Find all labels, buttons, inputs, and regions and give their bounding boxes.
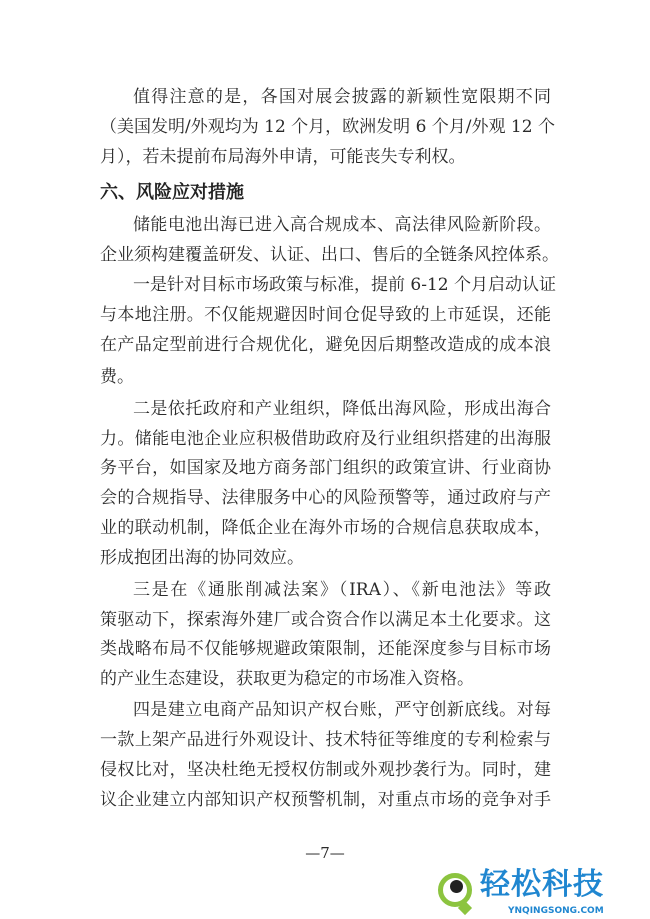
text-line: 在产品定型前进行合规优化，避免因后期整改造成的成本浪 <box>100 335 551 355</box>
logo-name: 轻松科技 <box>480 867 604 902</box>
text-line: 费。 <box>100 367 134 387</box>
text-line: 侵权比对，坚决杜绝无授权仿制或外观抄袭行为。同时，建 <box>100 760 551 780</box>
text-line: 务平台，如国家及地方商务部门组织的政策宣讲、行业商协 <box>100 458 551 478</box>
text-line: 四是建立电商产品知识产权台账，严守创新底线。对每 <box>133 700 551 720</box>
text-line: 策驱动下，探索海外建厂或合资合作以满足本土化要求。这 <box>100 610 551 630</box>
text-line: （美国发明/外观均为 12 个月，欧洲发明 6 个月/外观 12 个 <box>100 117 555 137</box>
logo-icon-dot <box>450 880 463 893</box>
text-line: 月），若未提前布局海外申请，可能丧失专利权。 <box>100 147 466 167</box>
text-line: 的产业生态建设，获取更为稳定的市场准入资格。 <box>100 669 474 689</box>
section-heading: 六、风险应对措施 <box>100 182 244 203</box>
text-line: 企业须构建覆盖研发、认证、出口、售后的全链条风控体系。 <box>100 245 559 265</box>
text-line: 力。储能电池企业应积极借助政府及行业组织搭建的出海服 <box>100 429 551 449</box>
text-line: 一款上架产品进行外观设计、技术特征等维度的专利检索与 <box>100 730 551 750</box>
text-line: 业的联动机制，降低企业在海外市场的合规信息获取成本， <box>100 518 551 538</box>
text-line: 一是针对目标市场政策与标准，提前 6-12 个月启动认证 <box>133 275 556 295</box>
text-line: 议企业建立内部知识产权预警机制，对重点市场的竞争对手 <box>100 790 551 810</box>
text-line: 值得注意的是，各国对展会披露的新颖性宽限期不同 <box>133 87 551 107</box>
logo-url: YNQINGSONG.COM <box>508 906 604 916</box>
page-number: —7— <box>305 844 345 862</box>
text-line: 二是依托政府和产业组织，降低出海风险，形成出海合 <box>133 399 551 419</box>
text-line: 与本地注册。不仅能规避因时间仓促导致的上市延误，还能 <box>100 305 551 325</box>
watermark-logo <box>436 867 650 919</box>
text-line: 三是在《通胀削减法案》（IRA）、《新电池法》等政 <box>133 580 551 600</box>
text-line: 类战略布局不仅能够规避政策限制，还能深度参与目标市场 <box>100 639 551 659</box>
text-line: 会的合规指导、法律服务中心的风险预警等，通过政府与产 <box>100 488 551 508</box>
text-line: 形成抱团出海的协同效应。 <box>100 548 304 568</box>
text-line: 储能电池出海已进入高合规成本、高法律风险新阶段。 <box>133 215 551 235</box>
